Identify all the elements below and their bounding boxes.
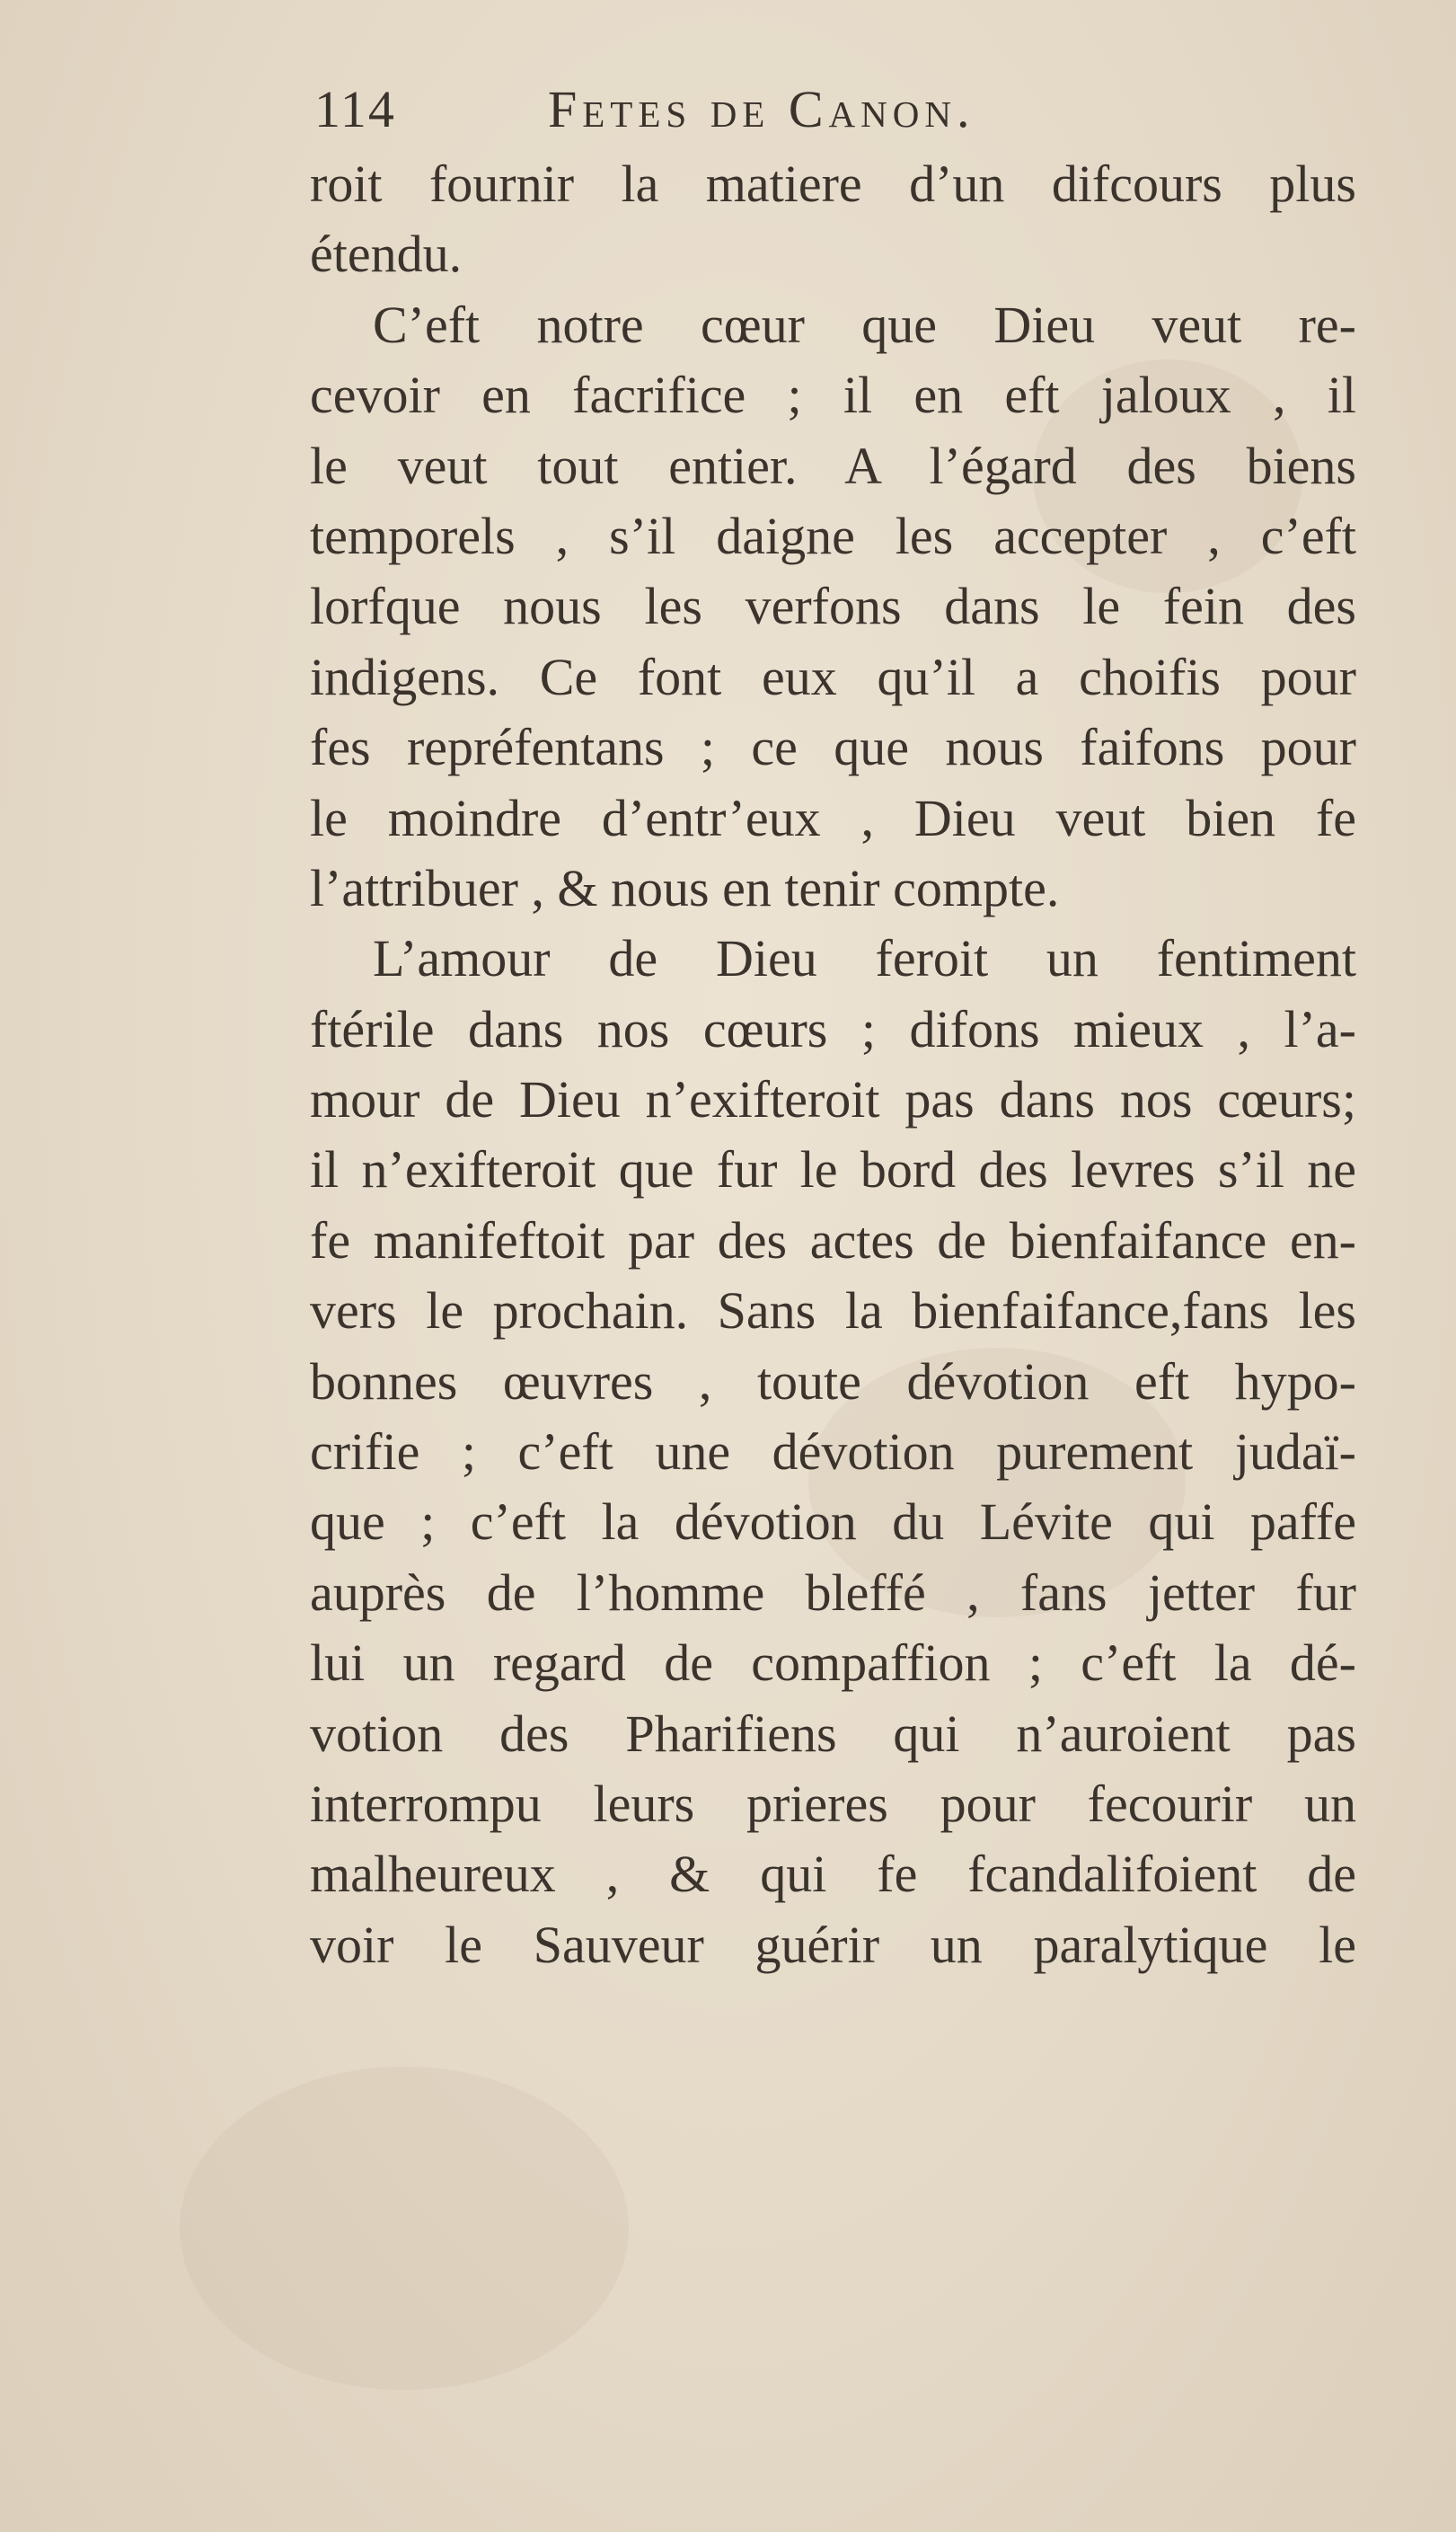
running-title: Fetes de Canon. <box>548 80 975 138</box>
body-text <box>310 149 1356 1980</box>
text-line: L’amour de Dieu feroit un fentiment <box>373 929 1356 988</box>
text-line: lui un regard de compaffion ; c’eft la dé- <box>310 1633 1356 1693</box>
paper-stain <box>180 2067 629 2390</box>
text-line: indigens. Ce font eux qu’il a choifis pour <box>310 647 1356 706</box>
text-line: votion des Pharifiens qui n’auroient pas <box>310 1704 1356 1763</box>
text-line: étendu. <box>310 225 463 284</box>
text-line: voir le Sauveur guérir un paralytique le <box>310 1915 1356 1974</box>
text-line: malheureux , & qui fe fcandalifoient de <box>310 1845 1356 1904</box>
text-line: fes repréfentans ; ce que nous faifons pour <box>310 718 1356 777</box>
text-line: interrompu leurs prieres pour fecourir un <box>310 1774 1356 1833</box>
text-line: le moindre d’entr’eux , Dieu veut bien fe <box>310 788 1356 847</box>
text-line: le veut tout entier. A l’égard des biens <box>310 436 1356 495</box>
text-line: que ; c’eft la dévotion du Lévite qui paffe <box>310 1492 1356 1552</box>
text-line: roit fournir la matiere d’un difcours plus <box>310 155 1356 213</box>
text-line: temporels , s’il daigne les accepter , c’eft <box>310 506 1356 565</box>
text-line: mour de Dieu n’exifteroit pas dans nos cœurs; <box>310 1070 1356 1129</box>
text-line: il n’exifteroit que fur le bord des levres s’il ne <box>310 1140 1356 1200</box>
text-line: vers le prochain. Sans la bienfaifance,fans les <box>310 1281 1356 1341</box>
text-line: bonnes œuvres , toute dévotion eft hypo- <box>310 1351 1356 1411</box>
text-line: lorfque nous les verfons dans le fein des <box>310 577 1356 636</box>
text-line: crifie ; c’eft une dévotion purement judaï- <box>310 1422 1356 1482</box>
text-line: auprès de l’homme bleffé , fans jetter fur <box>310 1563 1356 1622</box>
text-line: l’attribuer , & nous en tenir compte. <box>310 858 1060 917</box>
page-number: 114 <box>314 80 396 138</box>
text-line: ftérile dans nos cœurs ; difons mieux , l’a- <box>310 999 1356 1058</box>
text-line: C’eft notre cœur que Dieu veut re- <box>373 295 1356 354</box>
text-line: cevoir en facrifice ; il en eft jaloux , il <box>310 366 1356 425</box>
running-header <box>314 79 1213 151</box>
text-line: fe manifeftoit par des actes de bienfaifance en- <box>310 1210 1356 1270</box>
